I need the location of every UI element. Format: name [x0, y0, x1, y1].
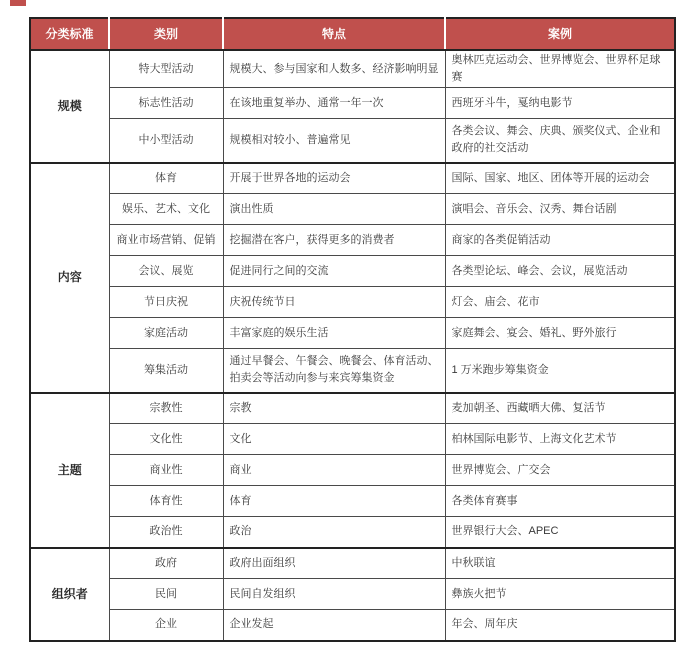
- feature-cell: 在该地重复举办、通常一年一次: [223, 88, 445, 119]
- feature-cell: 商业: [223, 455, 445, 486]
- category-cell: 宗教性: [109, 393, 223, 424]
- table-row: [30, 88, 675, 119]
- feature-cell: 促进同行之间的交流: [223, 256, 445, 287]
- table-row: [30, 393, 675, 424]
- example-cell: 麦加朝圣、西藏晒大佛、复活节: [445, 393, 675, 424]
- table-row: [30, 287, 675, 318]
- feature-cell: 体育: [223, 486, 445, 517]
- header-cell-feature: 特点: [223, 18, 445, 50]
- example-cell: 各类体育赛事: [445, 486, 675, 517]
- example-cell: 柏林国际电影节、上海文化艺术节: [445, 424, 675, 455]
- table-row: [30, 486, 675, 517]
- category-cell: 企业: [109, 610, 223, 641]
- example-cell: 西班牙斗牛，戛纳电影节: [445, 88, 675, 119]
- group-label-cell: 内容: [30, 163, 109, 393]
- example-cell: 中秋联谊: [445, 548, 675, 579]
- example-cell: 1 万米跑步筹集资金: [445, 349, 675, 393]
- example-cell: 灯会、庙会、花市: [445, 287, 675, 318]
- category-cell: 商业市场营销、促销: [109, 225, 223, 256]
- table-row: [30, 225, 675, 256]
- table-row: [30, 318, 675, 349]
- header-cell-category: 类别: [109, 18, 223, 50]
- header-cell-example: 案例: [445, 18, 675, 50]
- feature-cell: 庆祝传统节日: [223, 287, 445, 318]
- table-row: [30, 163, 675, 194]
- category-cell: 节日庆祝: [109, 287, 223, 318]
- example-cell: 彝族火把节: [445, 579, 675, 610]
- feature-cell: 规模相对较小、普遍常见: [223, 119, 445, 163]
- category-cell: 中小型活动: [109, 119, 223, 163]
- group-label-cell: 主题: [30, 393, 109, 548]
- classification-table: [29, 17, 676, 642]
- table-body: [30, 50, 675, 641]
- category-cell: 标志性活动: [109, 88, 223, 119]
- table-row: [30, 194, 675, 225]
- example-cell: 商家的各类促销活动: [445, 225, 675, 256]
- feature-cell: 政府出面组织: [223, 548, 445, 579]
- header-row: [30, 18, 675, 50]
- table-row: [30, 610, 675, 641]
- category-cell: 政府: [109, 548, 223, 579]
- feature-cell: 宗教: [223, 393, 445, 424]
- header-cell-criteria: 分类标准: [30, 18, 109, 50]
- table-row: [30, 455, 675, 486]
- example-cell: 奥林匹克运动会、世界博览会、世界杯足球赛: [445, 50, 675, 88]
- table-row: [30, 517, 675, 548]
- feature-cell: 规模大、参与国家和人数多、经济影响明显: [223, 50, 445, 88]
- table-row: [30, 579, 675, 610]
- example-cell: 世界博览会、广交会: [445, 455, 675, 486]
- feature-cell: 通过早餐会、午餐会、晚餐会、体育活动、拍卖会等活动向参与来宾筹集资金: [223, 349, 445, 393]
- feature-cell: 演出性质: [223, 194, 445, 225]
- red-corner-fragment: [10, 0, 26, 6]
- category-cell: 家庭活动: [109, 318, 223, 349]
- table-row: [30, 119, 675, 163]
- table-row: [30, 349, 675, 393]
- category-cell: 娱乐、艺术、文化: [109, 194, 223, 225]
- table-row: [30, 424, 675, 455]
- example-cell: 演唱会、音乐会、汉秀、舞台话剧: [445, 194, 675, 225]
- table-row: [30, 50, 675, 88]
- example-cell: 国际、国家、地区、团体等开展的运动会: [445, 163, 675, 194]
- category-cell: 商业性: [109, 455, 223, 486]
- category-cell: 筹集活动: [109, 349, 223, 393]
- example-cell: 世界银行大会、APEC: [445, 517, 675, 548]
- feature-cell: 开展于世界各地的运动会: [223, 163, 445, 194]
- category-cell: 体育性: [109, 486, 223, 517]
- example-cell: 各类型论坛、峰会、会议，展览活动: [445, 256, 675, 287]
- feature-cell: 丰富家庭的娱乐生活: [223, 318, 445, 349]
- category-cell: 民间: [109, 579, 223, 610]
- category-cell: 政治性: [109, 517, 223, 548]
- feature-cell: 挖掘潜在客户，获得更多的消费者: [223, 225, 445, 256]
- feature-cell: 政治: [223, 517, 445, 548]
- group-label-cell: 组织者: [30, 548, 109, 641]
- example-cell: 家庭舞会、宴会、婚礼、野外旅行: [445, 318, 675, 349]
- category-cell: 特大型活动: [109, 50, 223, 88]
- example-cell: 各类会议、舞会、庆典、颁奖仪式、企业和政府的社交活动: [445, 119, 675, 163]
- feature-cell: 文化: [223, 424, 445, 455]
- table-row: [30, 548, 675, 579]
- feature-cell: 企业发起: [223, 610, 445, 641]
- feature-cell: 民间自发组织: [223, 579, 445, 610]
- category-cell: 体育: [109, 163, 223, 194]
- example-cell: 年会、周年庆: [445, 610, 675, 641]
- table-row: [30, 256, 675, 287]
- group-label-cell: 规模: [30, 50, 109, 163]
- category-cell: 会议、展览: [109, 256, 223, 287]
- category-cell: 文化性: [109, 424, 223, 455]
